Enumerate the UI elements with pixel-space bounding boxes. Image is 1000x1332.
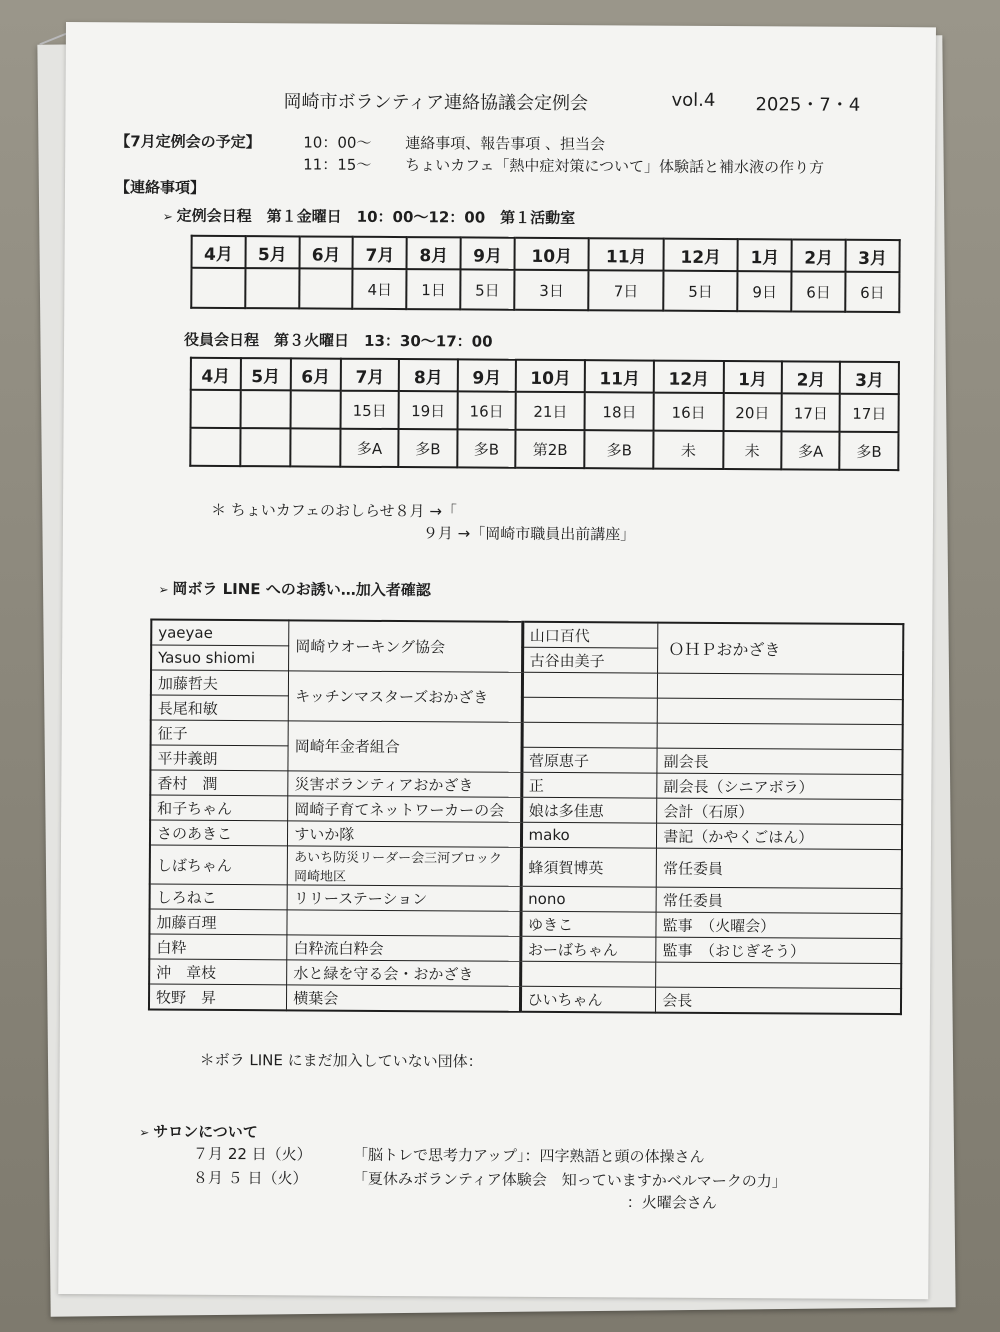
member-name-cell: 菅原恵子 bbox=[521, 747, 657, 773]
member-group-cell: 岡崎子育てネットワーカーの会 bbox=[288, 796, 521, 822]
member-name-cell: ゆきこ bbox=[520, 911, 656, 937]
month-cell: 8月 bbox=[399, 359, 458, 391]
month-cell: 10月 bbox=[514, 238, 589, 270]
member-name-cell: しろねこ bbox=[150, 884, 288, 910]
regular-meeting-heading-row bbox=[163, 205, 575, 229]
day-cell bbox=[191, 268, 245, 308]
room-cell: 未 bbox=[723, 431, 782, 469]
cafe-note-september: ９月 →「岡崎市職員出前講座」 bbox=[422, 524, 636, 544]
member-group-cell bbox=[657, 698, 902, 724]
day-cell: 1日 bbox=[407, 269, 461, 309]
volume-number: vol.4 bbox=[671, 89, 716, 111]
day-cell bbox=[191, 390, 241, 428]
member-name-cell: おーばちゃん bbox=[520, 936, 656, 962]
member-group-cell: 常任委員 bbox=[656, 887, 901, 913]
month-cell: 12月 bbox=[654, 361, 723, 393]
month-cell: 9月 bbox=[461, 237, 515, 269]
day-cell: 6日 bbox=[791, 271, 845, 311]
line-section-heading-row bbox=[158, 578, 430, 601]
member-name-cell: 加藤百理 bbox=[149, 909, 287, 935]
not-joined-note: ＊ボラ LINE にまだ加入していない団体： bbox=[199, 1050, 483, 1071]
regular-meeting-heading: 定例会日程 第１金曜日 10：00～12：00 第１活動室 bbox=[176, 206, 576, 228]
member-name-cell: 娘は多佳恵 bbox=[521, 797, 657, 823]
day-cell: 17日 bbox=[840, 394, 899, 432]
day-cell: 9日 bbox=[738, 271, 792, 311]
member-group-cell: 監事 （火曜会） bbox=[656, 912, 901, 938]
month-cell: 6月 bbox=[299, 236, 353, 268]
member-group-cell bbox=[656, 962, 901, 988]
july-item-2: ちょいカフェ「熱中症対策について」体験話と補水液の作り方 bbox=[405, 156, 825, 177]
month-cell: 11月 bbox=[589, 238, 664, 270]
room-cell: 多A bbox=[340, 429, 399, 467]
member-name-cell bbox=[522, 697, 658, 723]
member-group-cell: 副会長 bbox=[657, 748, 902, 774]
member-name-cell: 長尾和敏 bbox=[151, 695, 289, 721]
month-cell: 12月 bbox=[663, 239, 738, 271]
room-cell: 第2B bbox=[516, 430, 585, 468]
day-cell: 3日 bbox=[514, 270, 589, 310]
member-group-cell: 監事 （おじぎそう） bbox=[656, 937, 901, 963]
day-row bbox=[191, 390, 899, 432]
member-group-cell: 白粋流白粋会 bbox=[287, 935, 520, 961]
member-group-cell bbox=[657, 723, 902, 749]
month-cell: 2月 bbox=[792, 239, 846, 271]
member-group-cell: 常任委員 bbox=[656, 848, 902, 888]
salon-heading-row bbox=[139, 1120, 258, 1142]
member-group-cell bbox=[658, 673, 903, 699]
room-cell: 多A bbox=[781, 431, 840, 469]
line-section-heading: 岡ボラ LINE へのお誘い…加入者確認 bbox=[172, 579, 431, 600]
member-name-cell: ひいちゃん bbox=[520, 986, 656, 1012]
day-cell bbox=[290, 390, 340, 428]
month-cell: 7月 bbox=[353, 237, 407, 269]
member-name-cell bbox=[522, 672, 658, 698]
member-name-cell: 牧野 昇 bbox=[149, 984, 287, 1010]
table-row bbox=[149, 984, 901, 1014]
member-group-cell: 岡崎ウオーキング協会 bbox=[289, 620, 523, 672]
month-cell: 7月 bbox=[341, 359, 400, 391]
officer-meeting-table bbox=[189, 357, 900, 471]
member-group-cell: 会計（石原） bbox=[657, 798, 902, 824]
arrow-bullet-icon: ➢ bbox=[162, 209, 177, 224]
july-schedule-label: 【7月定例会の予定】 bbox=[115, 132, 261, 152]
month-cell: 10月 bbox=[516, 360, 585, 392]
month-cell: 8月 bbox=[407, 237, 461, 269]
member-name-cell: 山口百代 bbox=[522, 622, 658, 648]
day-cell: 5日 bbox=[460, 269, 514, 309]
month-cell: 4月 bbox=[191, 358, 241, 390]
month-cell: 5月 bbox=[241, 358, 291, 390]
member-name-cell bbox=[520, 961, 656, 987]
room-cell bbox=[290, 428, 340, 466]
day-cell: 15日 bbox=[340, 391, 399, 429]
day-cell bbox=[245, 268, 299, 308]
month-cell: 2月 bbox=[782, 361, 841, 393]
page-title: 岡崎市ボランティア連絡協議会定例会 bbox=[283, 91, 589, 115]
room-cell bbox=[190, 428, 240, 466]
member-name-cell: 古谷由美子 bbox=[522, 647, 658, 673]
member-group-cell: 副会長（シニアボラ） bbox=[657, 773, 902, 799]
member-group-cell: 会長 bbox=[656, 987, 901, 1014]
member-name-cell: 蜂須賀博英 bbox=[521, 847, 657, 887]
room-cell: 多B bbox=[840, 432, 899, 470]
member-name-cell: nono bbox=[521, 886, 657, 912]
member-group-cell: 岡崎年金者組合 bbox=[288, 721, 522, 772]
day-cell: 16日 bbox=[457, 391, 516, 429]
salon-item-2-host: ：火曜会さん bbox=[626, 1193, 717, 1212]
month-cell: 11月 bbox=[585, 360, 654, 392]
line-members-body bbox=[149, 620, 903, 1015]
room-cell: 未 bbox=[654, 431, 723, 469]
july-time-2: 11：15～ bbox=[303, 155, 372, 174]
month-cell: 5月 bbox=[245, 236, 299, 268]
day-cell: 4日 bbox=[353, 269, 407, 309]
month-header-row bbox=[191, 358, 899, 394]
salon-heading: サロンについて bbox=[153, 1122, 258, 1142]
salon-item-1-date: ７月 22 日（火） bbox=[193, 1144, 312, 1164]
salon-item-2-date: ８月 ５ 日（火） bbox=[192, 1168, 308, 1188]
line-members-table bbox=[148, 619, 904, 1016]
member-name-cell: さのあきこ bbox=[150, 820, 288, 846]
member-group-cell: キッチンマスターズおかざき bbox=[288, 671, 522, 722]
day-cell: 7日 bbox=[589, 270, 664, 310]
july-item-1: 連絡事項、報告事項 、担当会 bbox=[405, 134, 606, 154]
member-name-cell: 加藤哲夫 bbox=[151, 670, 289, 696]
member-group-cell: すいか隊 bbox=[288, 821, 521, 847]
month-cell: 1月 bbox=[738, 239, 792, 271]
month-cell: 1月 bbox=[723, 361, 782, 393]
member-group-cell bbox=[287, 910, 520, 936]
day-row bbox=[191, 268, 899, 312]
room-cell bbox=[240, 428, 290, 466]
member-name-cell bbox=[522, 722, 658, 748]
month-cell: 4月 bbox=[192, 236, 246, 268]
day-cell: 5日 bbox=[663, 271, 738, 311]
day-cell bbox=[299, 268, 353, 308]
day-cell bbox=[240, 390, 290, 428]
member-name-cell: 正 bbox=[521, 772, 657, 798]
member-group-cell: あいち防災リーダー会三河ブロック岡崎地区 bbox=[287, 846, 521, 886]
month-header-row bbox=[192, 236, 900, 272]
member-name-cell: yaeyae bbox=[151, 620, 289, 646]
member-name-cell: 和子ちゃん bbox=[150, 795, 288, 821]
member-name-cell: Yasuo shiomi bbox=[151, 645, 289, 671]
regular-meeting-table bbox=[190, 235, 900, 313]
member-name-cell: 白粋 bbox=[149, 934, 287, 960]
day-cell: 6日 bbox=[845, 272, 899, 312]
member-name-cell: 征子 bbox=[151, 720, 289, 746]
member-name-cell: mako bbox=[521, 822, 657, 848]
member-group-cell: リリーステーション bbox=[287, 885, 520, 911]
member-name-cell: 香村 潤 bbox=[150, 770, 288, 796]
room-row bbox=[190, 428, 898, 470]
document-page bbox=[58, 22, 936, 1299]
room-cell: 多B bbox=[457, 429, 516, 467]
document-date: 2025・7・4 bbox=[755, 94, 861, 116]
day-cell: 17日 bbox=[782, 393, 841, 431]
month-cell: 3月 bbox=[846, 240, 900, 272]
member-group-cell: 横葉会 bbox=[287, 985, 520, 1012]
day-cell: 19日 bbox=[399, 391, 458, 429]
day-cell: 20日 bbox=[723, 393, 782, 431]
room-cell: 多B bbox=[585, 430, 654, 468]
month-cell: 3月 bbox=[840, 362, 899, 394]
day-cell: 21日 bbox=[516, 392, 585, 430]
member-group-cell: 災害ボランティアおかざき bbox=[288, 771, 521, 797]
member-group-cell: ＯＨＰおかざき bbox=[658, 623, 904, 675]
arrow-bullet-icon: ➢ bbox=[158, 582, 173, 597]
july-time-1: 10：00～ bbox=[303, 133, 372, 152]
salon-item-1-text: 「脳トレで思考力アップ」：四字熟語と頭の体操さん bbox=[353, 1145, 705, 1166]
salon-item-2-text: 「夏休みボランティア体験会 知っていますかベルマークの力」 bbox=[352, 1169, 787, 1191]
member-name-cell: 平井義朗 bbox=[150, 745, 288, 771]
room-cell: 多B bbox=[399, 429, 458, 467]
month-cell: 6月 bbox=[291, 358, 341, 390]
month-cell: 9月 bbox=[458, 359, 517, 391]
table-row bbox=[150, 845, 902, 889]
officer-meeting-heading: 役員会日程 第３火曜日 13：30～17：00 bbox=[184, 330, 493, 351]
member-name-cell: しばちゃん bbox=[150, 845, 288, 885]
arrow-bullet-icon: ➢ bbox=[139, 1125, 154, 1140]
day-cell: 18日 bbox=[585, 392, 654, 430]
member-group-cell: 水と緑を守る会・おかざき bbox=[287, 960, 520, 986]
cafe-note-august: ＊ ちょいカフェのおしらせ８月 →「 bbox=[210, 500, 457, 521]
day-cell: 16日 bbox=[654, 393, 723, 431]
contact-heading: 【連絡事項】 bbox=[114, 178, 206, 197]
member-group-cell: 書記（かやくごはん） bbox=[657, 823, 902, 849]
member-name-cell: 沖 章枝 bbox=[149, 959, 287, 985]
